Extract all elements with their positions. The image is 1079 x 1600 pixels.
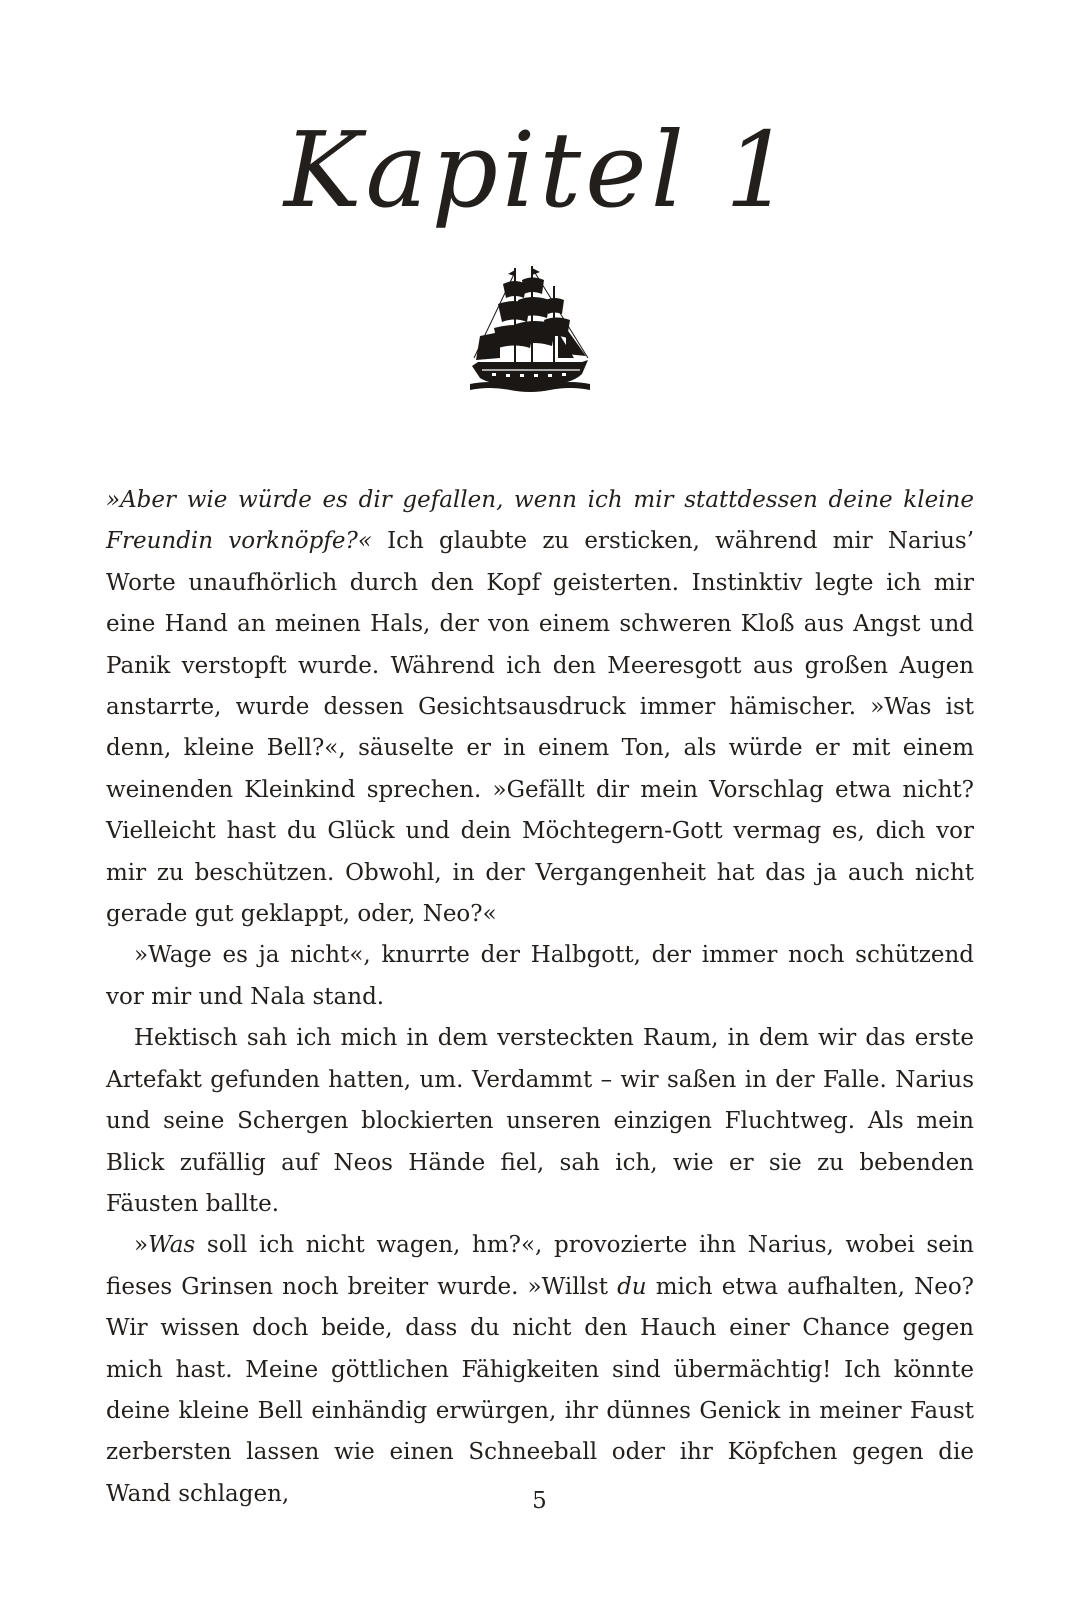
- paragraph: [106, 1018, 974, 1225]
- chapter-title: Kapitel 1: [283, 109, 796, 231]
- italic-text-segment: Was: [148, 1232, 196, 1259]
- chapter-body-text: [106, 480, 974, 1515]
- paragraph: [106, 1225, 974, 1515]
- text-segment: »Wage es ja nicht«, knurrte der Halbgott, der immer noch schützend vor mir und Nala stand.: [106, 942, 974, 1010]
- text-segment: Ich glaubte zu ersticken, während mir Narius’ Worte unaufhörlich durch den Kopf geisterten. Instinktiv legte ich mir eine Hand an meinen Hals, der von einem schweren Kloß aus Angst und Panik verstopft wurde. Während ich den Meeresgott aus großen Augen anstarrte, wurde dessen Gesichtsausdruck immer hämischer. »Was ist denn, kleine Bell?«, säuselte er in einem Ton, als würde er mit einem weinenden Kleinkind sprechen. »Gefällt dir mein Vorschlag etwa nicht? Vielleicht hast du Glück und dein Möchtegern-Gott vermag es, dich vor mir zu beschützen. Obwohl, in der Vergangenheit hat das ja auch nicht gerade gut geklappt, oder, Neo?«: [106, 528, 975, 928]
- text-segment: soll ich nicht wagen, hm?«, provozierte ihn Narius, wobei sein fieses Grinsen noch breiter wurde. »Willst: [106, 1232, 974, 1300]
- text-segment: mich etwa aufhalten, Neo? Wir wissen doch beide, dass du nicht den Hauch einer Chance gegen mich hast. Meine göttlichen Fähigkeiten sind übermächtig! Ich könnte deine kleine Bell einhändig erwürgen, ihr dünnes Genick in meiner Faust zerbersten lassen wie einen Schneeball oder ihr Köpfchen gegen die Wand schlagen,: [106, 1273, 975, 1507]
- italic-text-segment: »Aber wie würde es dir gefallen, wenn ich mir stattdessen deine kleine Freundin vorknöpfe?«: [106, 487, 974, 555]
- sailing-ship-icon: [470, 266, 590, 398]
- paragraph: [106, 935, 974, 1018]
- italic-text-segment: du: [617, 1273, 647, 1300]
- text-segment: Hektisch sah ich mich in dem versteckten Raum, in dem wir das erste Artefakt gefunden hatten, um. Verdammt – wir saßen in der Falle. Narius und seine Schergen blockierten unseren einzigen Fluchtweg. Als mein Blick zufällig auf Neos Hände fiel, sah ich, wie er sie zu bebenden Fäusten ballte.: [106, 1025, 974, 1217]
- text-segment: »: [134, 1232, 149, 1259]
- paragraph: [106, 480, 974, 935]
- page-number: 5: [532, 1488, 547, 1514]
